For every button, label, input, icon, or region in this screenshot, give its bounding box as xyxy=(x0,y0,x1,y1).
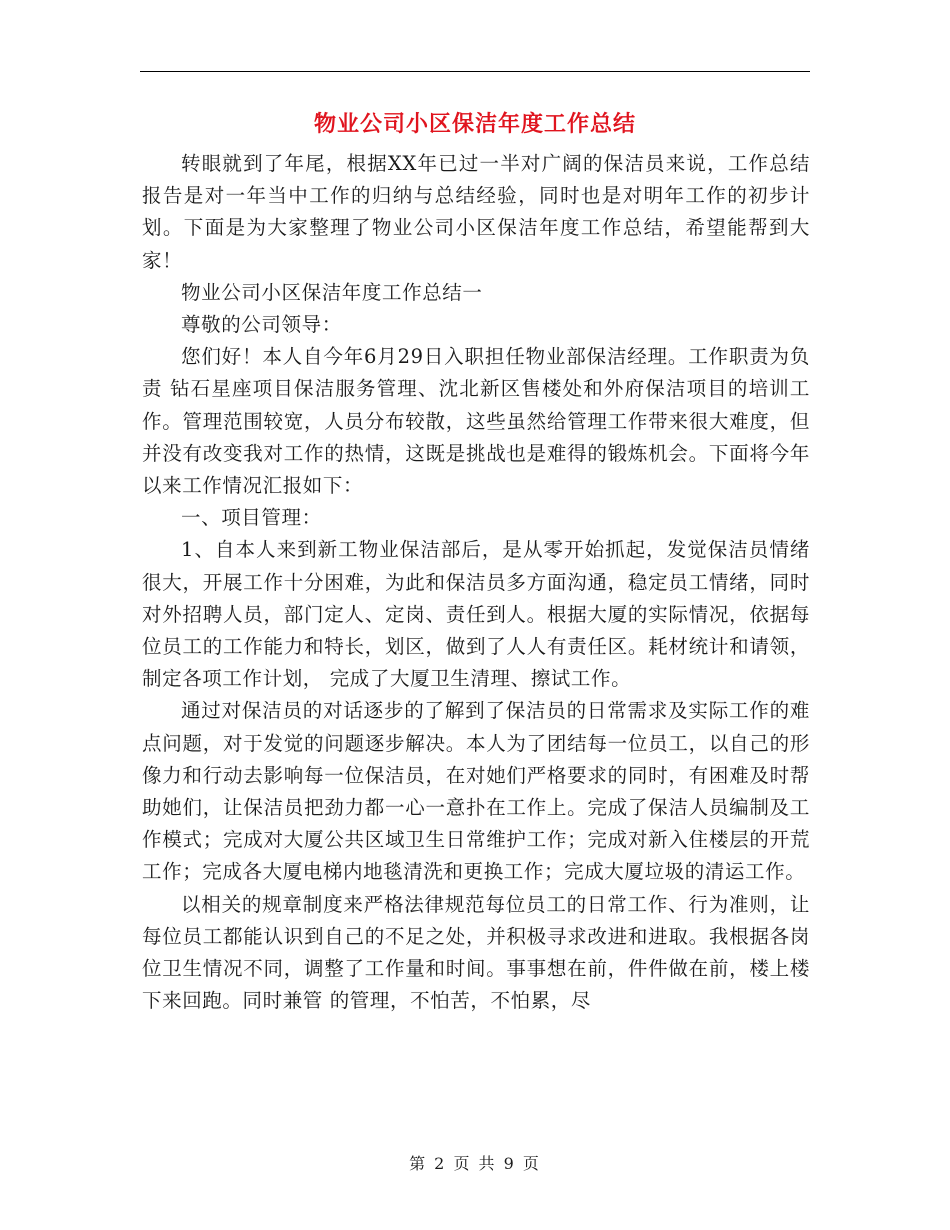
paragraph-greeting: 您们好！本人自今年6月29日入职担任物业部保洁经理。工作职责为负责 钻石星座项目保洁服务管理、沈北新区售楼处和外府保洁项目的培训工作。管理范围较宽，人员分布较散，这些虽然给管理工作带来很大难度，但并没有改变我对工作的热情，这既是挑战也是难得的锻炼机会。下面将今年以来工作情况汇报如下： xyxy=(142,345,810,498)
document-title: 物业公司小区保洁年度工作总结 xyxy=(313,111,636,137)
page-footer: 第 2 页 共 9 页 xyxy=(409,1154,541,1173)
paragraph-subtitle: 物业公司小区保洁年度工作总结一 xyxy=(181,280,483,304)
paragraph-salutation: 尊敬的公司领导： xyxy=(181,313,342,337)
paragraph-item-1: 1、自本人来到新工物业保洁部后，是从零开始抓起，发觉保洁员情绪很大，开展工作十分困难，为此和保洁员多方面沟通，稳定员工情绪，同时对外招聘人员，部门定人、定岗、责任到人。根据大厦的实际情况，依据每位员工的工作能力和特长，划区，做到了人人有责任区。耗材统计和请领，制定各项工作计划， 完成了大厦卫生清理、擦试工作。 xyxy=(142,538,810,691)
document-body xyxy=(142,148,810,1017)
paragraph-intro: 转眼就到了年尾，根据XX年已过一半对广阔的保洁员来说，工作总结报告是对一年当中工作的归纳与总结经验，同时也是对明年工作的初步计划。下面是为大家整理了物业公司小区保洁年度工作总结，希望能帮到大家！ xyxy=(142,152,810,272)
paragraph-regulations: 以相关的规章制度来严格法律规范每位员工的日常工作、行为准则，让每位员工都能认识到自己的不足之处，并积极寻求改进和进取。我根据各岗位卫生情况不同，调整了工作量和时间。事事想在前，件件做在前，楼上楼下来回跑。同时兼管 的管理，不怕苦，不怕累，尽 xyxy=(142,892,810,1013)
paragraph-section-heading: 一、项目管理： xyxy=(181,506,322,530)
paragraph-communication: 通过对保洁员的对话逐步的了解到了保洁员的日常需求及实际工作的难点问题，对于发觉的问题逐步解决。本人为了团结每一位员工，以自己的形像力和行动去影响每一位保洁员，在对她们严格要求的同时，有困难及时帮助她们，让保洁员把劲力都一心一意扑在工作上。完成了保洁人员编制及工作模式；完成对大厦公共区域卫生日常维护工作；完成对新入住楼层的开荒工作；完成各大厦电梯内地毯清洗和更换工作；完成大厦垃圾的清运工作。 xyxy=(142,699,810,884)
header-rule xyxy=(140,71,810,72)
